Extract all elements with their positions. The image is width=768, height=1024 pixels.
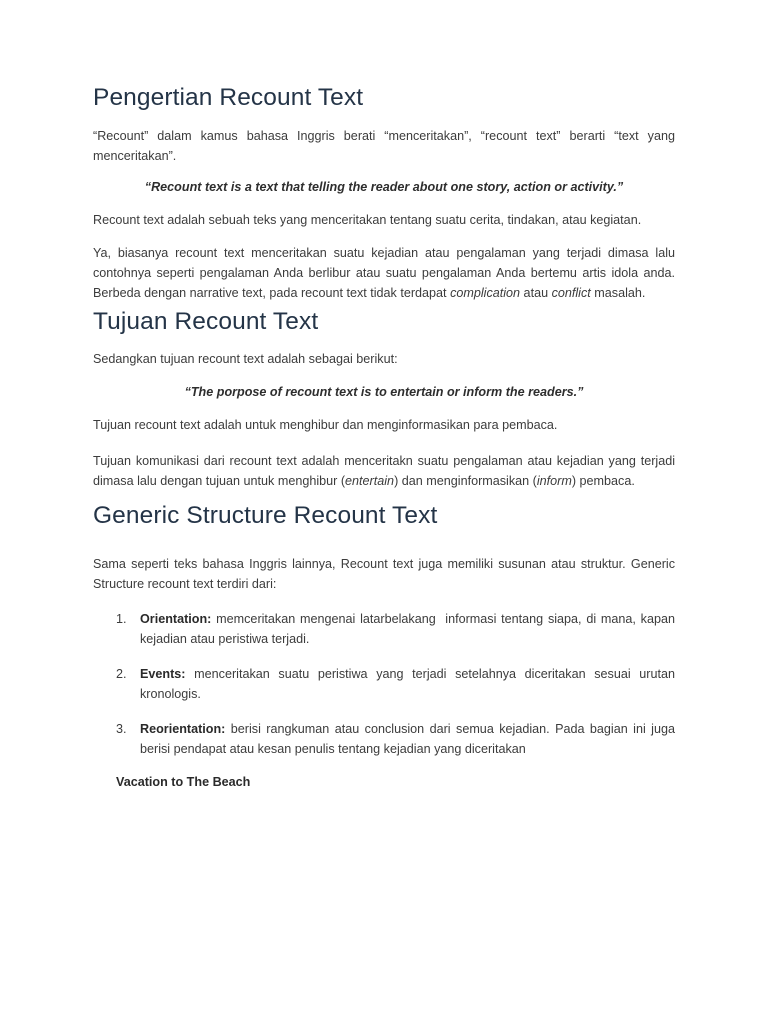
- paragraph-communication: [93, 451, 675, 491]
- list-number: 2.: [116, 667, 127, 681]
- quote-purpose: “The porpose of recount text is to entertain or inform the readers.”: [184, 385, 584, 399]
- paragraph-example-end: masalah.: [590, 286, 646, 300]
- list-number: 1.: [116, 612, 127, 626]
- heading-generic-structure: Generic Structure Recount Text: [93, 502, 438, 529]
- heading-tujuan: Tujuan Recount Text: [93, 308, 319, 335]
- paragraph-communication-text: Tujuan komunikasi dari recount text adalah menceritakn suatu pengalaman atau kejadian yang terjadi dimasa lalu dengan tujuan untuk menghibur (: [93, 454, 675, 488]
- emphasis-inform: inform: [536, 474, 572, 488]
- paragraph-example-text: Ya, biasanya recount text menceritakan suatu kejadian atau pengalaman yang terjadi dimasa lalu contohnya seperti pengalaman Anda berlibur atau suatu pengalaman Anda bertemu artis idola anda. Berbeda dengan narrative text, pada recount text tidak terdapat: [93, 246, 675, 300]
- list-number: 3.: [116, 722, 127, 736]
- paragraph-example-connector: atau: [520, 286, 552, 300]
- paragraph-purpose-intro: Sedangkan tujuan recount text adalah sebagai berikut:: [93, 352, 398, 366]
- list-item-body: [140, 719, 675, 759]
- paragraph-translation: Recount text adalah sebuah teks yang menceritakan tentang suatu cerita, tindakan, atau kegiatan.: [93, 213, 642, 227]
- heading-pengertian: Pengertian Recount Text: [93, 84, 364, 111]
- list-description: berisi rangkuman atau conclusion dari semua kejadian. Pada bagian ini juga berisi pendapat atau kesan penulis tentang kejadian yang diceritakan: [140, 722, 675, 756]
- paragraph-purpose-translation: Tujuan recount text adalah untuk menghibur dan menginformasikan para pembaca.: [93, 418, 558, 432]
- emphasis-complication: complication: [450, 286, 521, 300]
- emphasis-entertain: entertain: [345, 474, 395, 488]
- list-item-body: [140, 664, 675, 704]
- story-title: Vacation to The Beach: [116, 775, 251, 789]
- list-term: Orientation:: [140, 612, 212, 626]
- list-description: menceritakan suatu peristiwa yang terjadi setelahnya diceritakan sesuai urutan kronologis.: [140, 667, 675, 701]
- list-term: Events:: [140, 667, 186, 681]
- list-item-body: [140, 609, 675, 649]
- paragraph-structure-intro: Sama seperti teks bahasa Inggris lainnya, Recount text juga memiliki susunan atau struktur. Generic Structure recount text terdiri dari:: [93, 557, 675, 591]
- list-term: Reorientation:: [140, 722, 226, 736]
- paragraph-definition: “Recount” dalam kamus bahasa Inggris berati “menceritakan”, “recount text” berarti “text yang menceritakan”.: [93, 129, 675, 163]
- quote-definition: “Recount text is a text that telling the reader about one story, action or activity.”: [144, 180, 624, 194]
- emphasis-conflict: conflict: [551, 286, 591, 300]
- list-description: memceritakan mengenai latarbelakang informasi tentang siapa, di mana, kapan kejadian atau peristiwa terjadi.: [140, 612, 675, 646]
- paragraph-example: [93, 243, 675, 303]
- paragraph-communication-connector: ) dan menginformasikan (: [394, 474, 537, 488]
- paragraph-communication-end: ) pembaca.: [571, 474, 635, 488]
